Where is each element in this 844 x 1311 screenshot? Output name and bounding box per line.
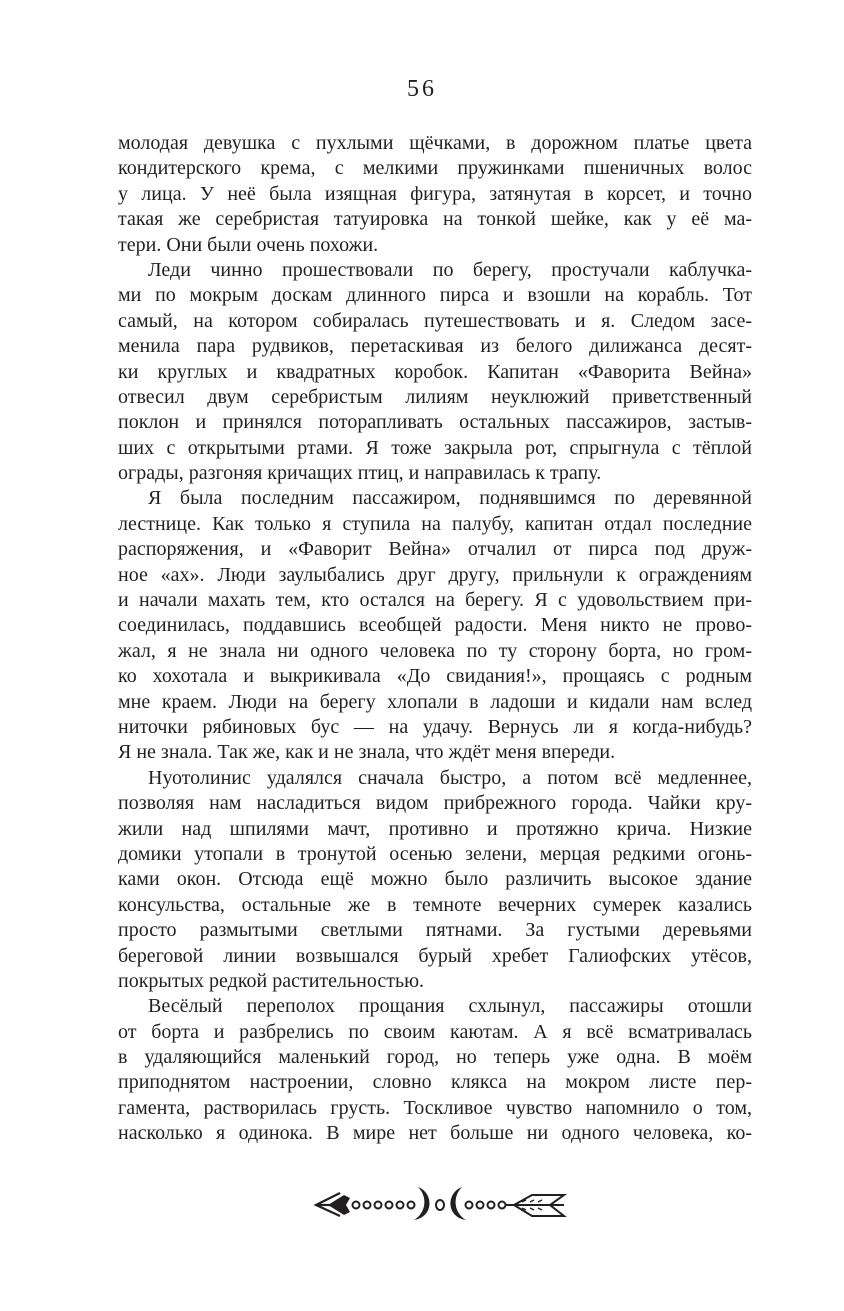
text-line: Весёлый переполох прощания схлынул, пассажиры отошли xyxy=(148,995,752,1018)
text-line: Я не знала. Так же, как и не знала, что ждёт меня впереди. xyxy=(118,741,616,764)
text-line: лестнице. Как только я ступила на палубу, капитан отдал последние xyxy=(118,512,752,535)
text-line: ное «ах». Люди заулыбались друг другу, прильнули к ограждениям xyxy=(118,563,752,586)
text-line: просто размытыми светлыми пятнами. За густыми деревьями xyxy=(118,919,752,942)
text-line: Я была последним пассажиром, поднявшимся по деревянной xyxy=(148,487,752,510)
paragraph xyxy=(118,258,752,487)
text-line: кондитерского крема, с мелкими пружинками пшеничных волос xyxy=(118,157,752,180)
text-line: жили над шпилями мачт, противно и протяжно крича. Низкие xyxy=(118,817,752,840)
text-line: в удаляющийся маленький город, но теперь уже одна. В моём xyxy=(118,1046,752,1069)
text-line: консульства, остальные же в темноте вечерних сумерек казались xyxy=(118,893,752,916)
text-line: домики утопали в тронутой осенью зелени, мерцая редкими огонь- xyxy=(118,842,752,865)
body-text xyxy=(118,131,752,1147)
text-line: покрытых редкой растительностью. xyxy=(118,969,425,992)
paragraph xyxy=(118,766,752,995)
text-line: у лица. У неё была изящная фигура, затянутая в корсет, и точно xyxy=(118,182,752,205)
text-line: Леди чинно прошествовали по берегу, простучали каблучка- xyxy=(148,258,752,281)
text-line: позволяя нам насладиться видом прибрежного города. Чайки кру- xyxy=(118,792,752,815)
text-line: мне краем. Люди на берегу хлопали в ладоши и кидали нам вслед xyxy=(118,690,752,713)
arrow-moons-divider-icon xyxy=(310,1183,570,1223)
paragraph xyxy=(118,486,752,765)
text-line: ками окон. Отсюда ещё можно было различить высокое здание xyxy=(118,868,752,891)
text-line: насколько я одинока. В мире нет больше ни одного человека, ко- xyxy=(118,1122,752,1145)
text-line: Нуотолинис удалялся сначала быстро, а потом всё медленнее, xyxy=(148,766,752,789)
text-line: менила пара рудвиков, перетаскивая из белого дилижанса десят- xyxy=(118,335,752,358)
paragraph xyxy=(118,131,752,258)
text-line: ки круглых и квадратных коробок. Капитан «Фаворита Вейна» xyxy=(118,360,752,383)
text-line: самый, на котором собиралась путешествовать и я. Следом засе- xyxy=(118,309,752,332)
text-line: ограды, разгоняя кричащих птиц, и направилась к трапу. xyxy=(118,462,602,485)
text-line: поклон и принялся поторапливать остальных пассажиров, застыв- xyxy=(118,411,752,434)
text-line: такая же серебристая татуировка на тонкой шейке, как у её ма- xyxy=(118,208,752,231)
text-line: береговой линии возвышался бурый хребет Галиофских утёсов, xyxy=(118,944,752,967)
text-line: ми по мокрым доскам длинного пирса и взошли на корабль. Тот xyxy=(118,284,752,307)
text-line: и начали махать тем, кто остался на берегу. Я с удовольствием при- xyxy=(118,589,752,612)
text-line: отвесил двум серебристым лилиям неуклюжий приветственный xyxy=(118,385,752,408)
text-line: распоряжения, и «Фаворит Вейна» отчалил от пирса под друж- xyxy=(118,538,752,561)
text-line: ко хохотала и выкрикивала «До свидания!», прощаясь с родным xyxy=(118,665,752,688)
text-line: ших с открытыми ртами. Я тоже закрыла рот, спрыгнула с тёплой xyxy=(118,436,752,459)
text-line: ниточки рябиновых бус — на удачу. Вернусь ли я когда-нибудь? xyxy=(118,715,752,738)
text-line: приподнятом настроении, словно клякса на мокром листе пер- xyxy=(118,1071,752,1094)
text-line: тери. Они были очень похожи. xyxy=(118,233,379,256)
page-number: 56 xyxy=(407,76,437,102)
text-line: гамента, растворилась грусть. Тоскливое чувство напомнило о том, xyxy=(118,1096,752,1119)
text-line: молодая девушка с пухлыми щёчками, в дорожном платье цвета xyxy=(118,132,752,154)
text-line: соединилась, поддавшись всеобщей радости. Меня никто не прово- xyxy=(118,614,752,637)
text-line: жал, я не знала ни одного человека по ту сторону борта, но гром- xyxy=(118,639,752,662)
paragraph xyxy=(118,994,752,1146)
text-line: от борта и разбрелись по своим каютам. А я всё всматривалась xyxy=(118,1020,752,1043)
